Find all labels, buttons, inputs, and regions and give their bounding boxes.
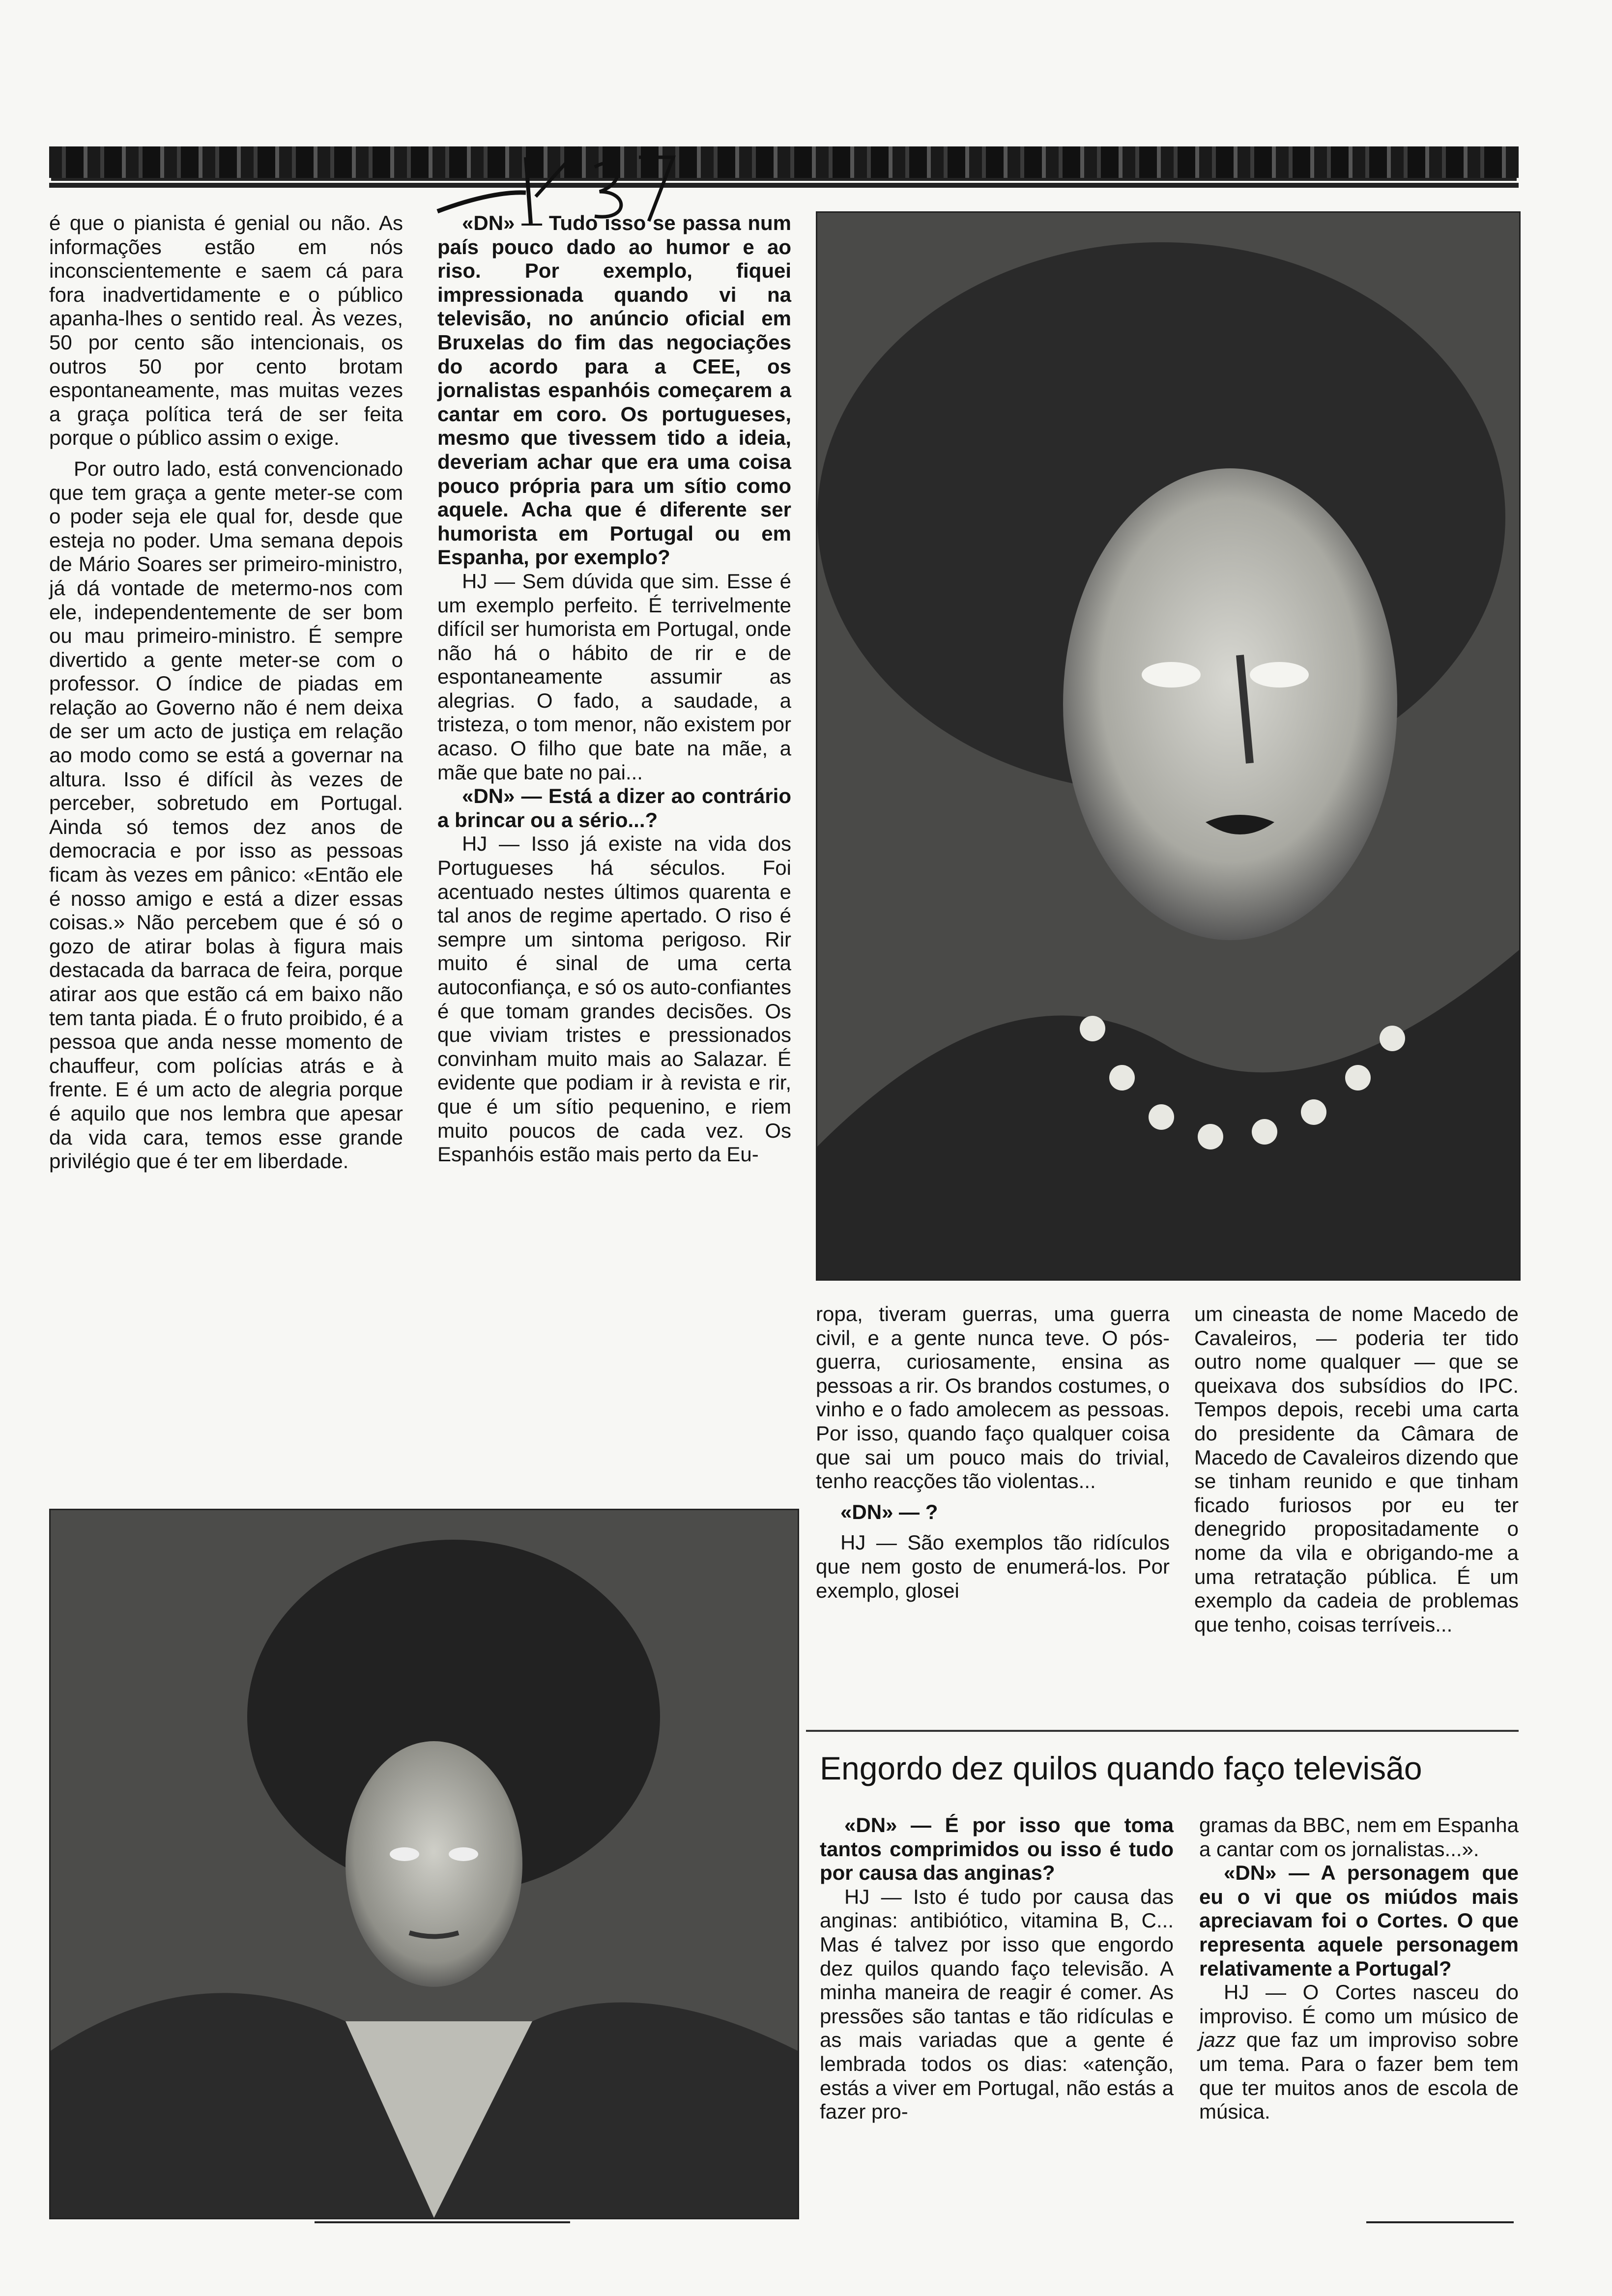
article-column-4 xyxy=(1194,1302,1519,1636)
paragraph: Por outro lado, está convencionado que tem graça a gente meter-se com o poder seja ele qual for, desde que esteja no poder. Uma semana depois de Mário Soares ser primeiro-ministro, já dá vontade de metermo-nos com ele, independentemente de ser bom ou mau primeiro-ministro. É sempre divertido a gente meter-se com o professor. O índice de piadas em relação ao Governo não é nem deixa de ser um acto de justiça em relação ao modo como se está a governar na altura. Isso é difícil às vezes de perceber, sobretudo em Portugal. Ainda só temos dez anos de democracia e por isso as pessoas ficam às vezes em pânico: «Então ele é nosso amigo e está a dizer essas coisas.» Não percebem que é só o gozo de atirar bolas à figura mais destacada da barraca de feira, porque atirar aos que estão cá em baixo não tem tanta piada. É o fruto proibido, é a pessoa que anda nesse momento de chauffeur, com polícias atrás e à frente. E é um acto de alegria porque é aquilo que nos lembra que apesar da vida cara, temos esse grande privilégio que é ter em liberdade. xyxy=(49,457,403,1173)
article-column-2 xyxy=(437,211,791,1167)
section-headline: Engordo dez quilos quando faço televisão xyxy=(820,1750,1422,1786)
paragraph: um cineasta de nome Macedo de Cavaleiros, — poderia ter tido outro nome qualquer — que se queixava dos subsídios do IPC. Tempos depois, recebi uma carta do presidente da Câmara de Macedo de Cavaleiros dizendo que se tinham reunido e que tinham ficado furiosos por eu ter denegrido propositadamente o nome da vila e obrigando-me a uma retratação pública. É um exemplo da cadeia de problemas que tenho, coisas terríveis... xyxy=(1194,1302,1519,1636)
photo-woman-portrait xyxy=(816,211,1521,1281)
paragraph: ropa, tiveram guerras, uma guerra civil, e a gente nunca teve. O pós-guerra, curiosamente, ensina as pessoas a rir. Os brandos costumes, o vinho e o fado amolecem as pessoas. Por isso, quando faço qualquer coisa que sai um pouco mais do trivial, tenho reacções tão violentas... xyxy=(816,1302,1170,1493)
interview-question: «DN» — Está a dizer ao contrário a brincar ou a sério...? xyxy=(437,784,791,832)
interview-question: «DN» — Tudo isso se passa num país pouco dado ao humor e ao riso. Por exemplo, fiquei impressionada quando vi na televisão, no anúncio oficial em Bruxelas do fim das negociações do acordo para a CEE, os jornalistas espanhóis começarem a cantar em coro. Os portugueses, mesmo que tivessem tido a ideia, deveriam achar que era uma coisa pouco própria para um sítio como aquele. Acha que é diferente ser humorista em Portugal ou em Espanha, por exemplo? xyxy=(437,211,791,569)
photo-man-portrait-image xyxy=(51,1510,798,2218)
paragraph: é que o pianista é genial ou não. As informações estão em nós inconscientemente e saem cá para fora inadvertidamente e o público apanha-lhes o sentido real. Às vezes, 50 por cento são intencionais, os outros 50 por cento brotam espontaneamente, mas muitas vezes a graça política terá de ser feita porque o público assim o exige. xyxy=(49,211,403,450)
header-rule-thin xyxy=(49,183,1519,188)
interview-question: «DN» — É por isso que toma tantos comprimidos ou isso é tudo por causa das anginas? xyxy=(820,1813,1174,1885)
footer-rule xyxy=(1366,2221,1514,2223)
interview-answer: HJ — Isso já existe na vida dos Portugueses há séculos. Foi acentuado nestes últimos quarenta e tal anos de regime apertado. O riso é sempre um sintoma perigoso. Rir muito é sinal de uma certa autoconfiança, e só os auto-confiantes é que tomam grandes decisões. Os que viviam tristes e pressionados convinham muito mais ao Salazar. É evidente que podiam ir à revista e rir, que é um sítio pequenino, e riem muito poucos de cada vez. Os Espanhóis estão mais perto da Eu- xyxy=(437,832,791,1166)
paragraph: gramas da BBC, nem em Espanha a cantar com os jornalistas...». xyxy=(1199,1813,1519,1861)
answer-text: HJ — O Cortes nasceu do improviso. É como um músico de xyxy=(1199,1980,1519,2028)
interview-answer: HJ — Sem dúvida que sim. Esse é um exemplo perfeito. É terrivelmente difícil ser humorista em Portugal, onde não há o hábito de rir e de espontaneamente assumir as alegrias. O fado, a saudade, a tristeza, o tom menor, não existem por acaso. O filho que bate na mãe, a mãe que bate no pai... xyxy=(437,569,791,784)
article-column-3 xyxy=(816,1302,1170,1603)
interview-question: «DN» — ? xyxy=(840,1500,938,1523)
photo-woman-portrait-image xyxy=(817,213,1519,1279)
interview-question: «DN» — A personagem que eu o vi que os miúdos mais apreciavam foi o Cortes. O que representa aquele personagem relativamente a Portugal? xyxy=(1199,1861,1519,1980)
interview-answer xyxy=(1199,1980,1519,2124)
interview-answer: HJ — Isto é tudo por causa das anginas: antibiótico, vitamina B, C... Mas é talvez por isso que engordo dez quilos quando faço televisão. A minha maneira de reagir é comer. As pressões são tantas e tão ridículas e as mais variadas que a gente é lembrada todos os dias: «atenção, estás a viver em Portugal, não estás a fazer pro- xyxy=(820,1885,1174,2124)
article-column-1 xyxy=(49,211,403,1174)
section2-column-b xyxy=(1199,1813,1519,2124)
photo-man-portrait xyxy=(49,1509,799,2219)
answer-text: que faz um improviso sobre um tema. Para o fazer bem tem que ter muitos anos de escola de música. xyxy=(1199,2028,1519,2124)
answer-emphasis: jazz xyxy=(1199,2028,1236,2052)
footer-rule xyxy=(315,2221,570,2223)
section-divider xyxy=(806,1730,1519,1732)
header-rule xyxy=(49,146,1519,178)
section2-column-a xyxy=(820,1813,1174,2124)
interview-answer: HJ — São exemplos tão ridículos que nem gosto de enumerá-los. Por exemplo, glosei xyxy=(816,1531,1170,1602)
